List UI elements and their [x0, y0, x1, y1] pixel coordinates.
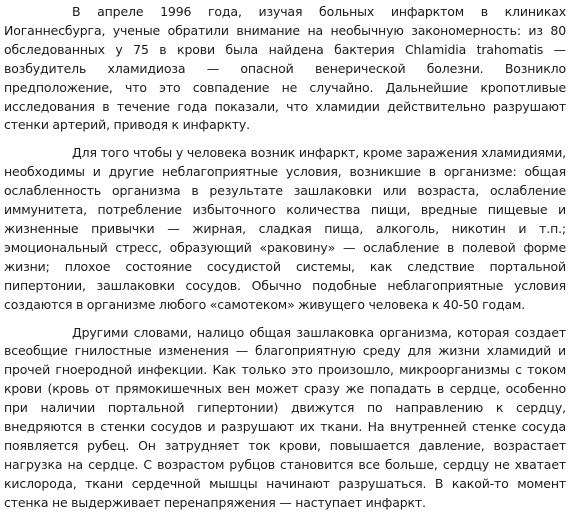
paragraph: Другими словами, налицо общая зашлаковка организма, которая создает всеобщие гнилостные изменения — благоприятную среду для жизни хламидий и прочей гноеродной инфекции. Как только это произошло, микроорганизмы с током крови (кровь от прямокишечных вен может сразу же попадать в сердце, особенно при наличии портальной гипертонии) движутся по направлению к сердцу, внедряются в стенки сосудов и разрушают их ткани. На внутренней стенке сосуда появляется рубец. Он затрудняет ток крови, повышается давление, возрастает нагрузка на сердце. С возрастом рубцов становится все больше, сердцу не хватает кислорода, ткани сердечной мышцы начинают разрушаться. В какой-то момент стенка не выдерживает перенапряжения — наступает инфаркт.	[4, 324, 566, 510]
paragraph: Для того чтобы у человека возник инфаркт, кроме заражения хламидиями, необходимы и другие неблагоприятные условия, возникшие в организме: общая ослабленность организма в результате зашлаковки или возраста, ослабление иммунитета, потребление избыточного количества пищи, вредные пищевые и жизненные привычки — жирная, сладкая пища, алкоголь, никотин и т.п.; эмоциональный стресс, образующий «раковину» — ослабление в полевой форме жизни; плохое состояние сосудистой системы, как следствие портальной пипертонии, зашлаковки сосудов. Обычно подобные неблагоприятные условия создаются в организме любого «самотеком» живущего человека к 40-50 годам.	[4, 145, 566, 312]
document-body	[4, 3, 566, 522]
paragraph: В апреле 1996 года, изучая больных инфарктом в клиниках Иоганнесбурга, ученые обратили внимание на необычную закономерность: из 80 обследованных у 75 в крови была найдена бактерия Chlamidia trahomatis — возбудитель хламидиоза — опасной венерической болезни. Возникло предположение, что это совпадение не случайно. Дальнейшие кропотливые исследования в течение года показали, что хламидии действительно разрушают стенки артерий, приводя к инфаркту.	[4, 4, 566, 133]
